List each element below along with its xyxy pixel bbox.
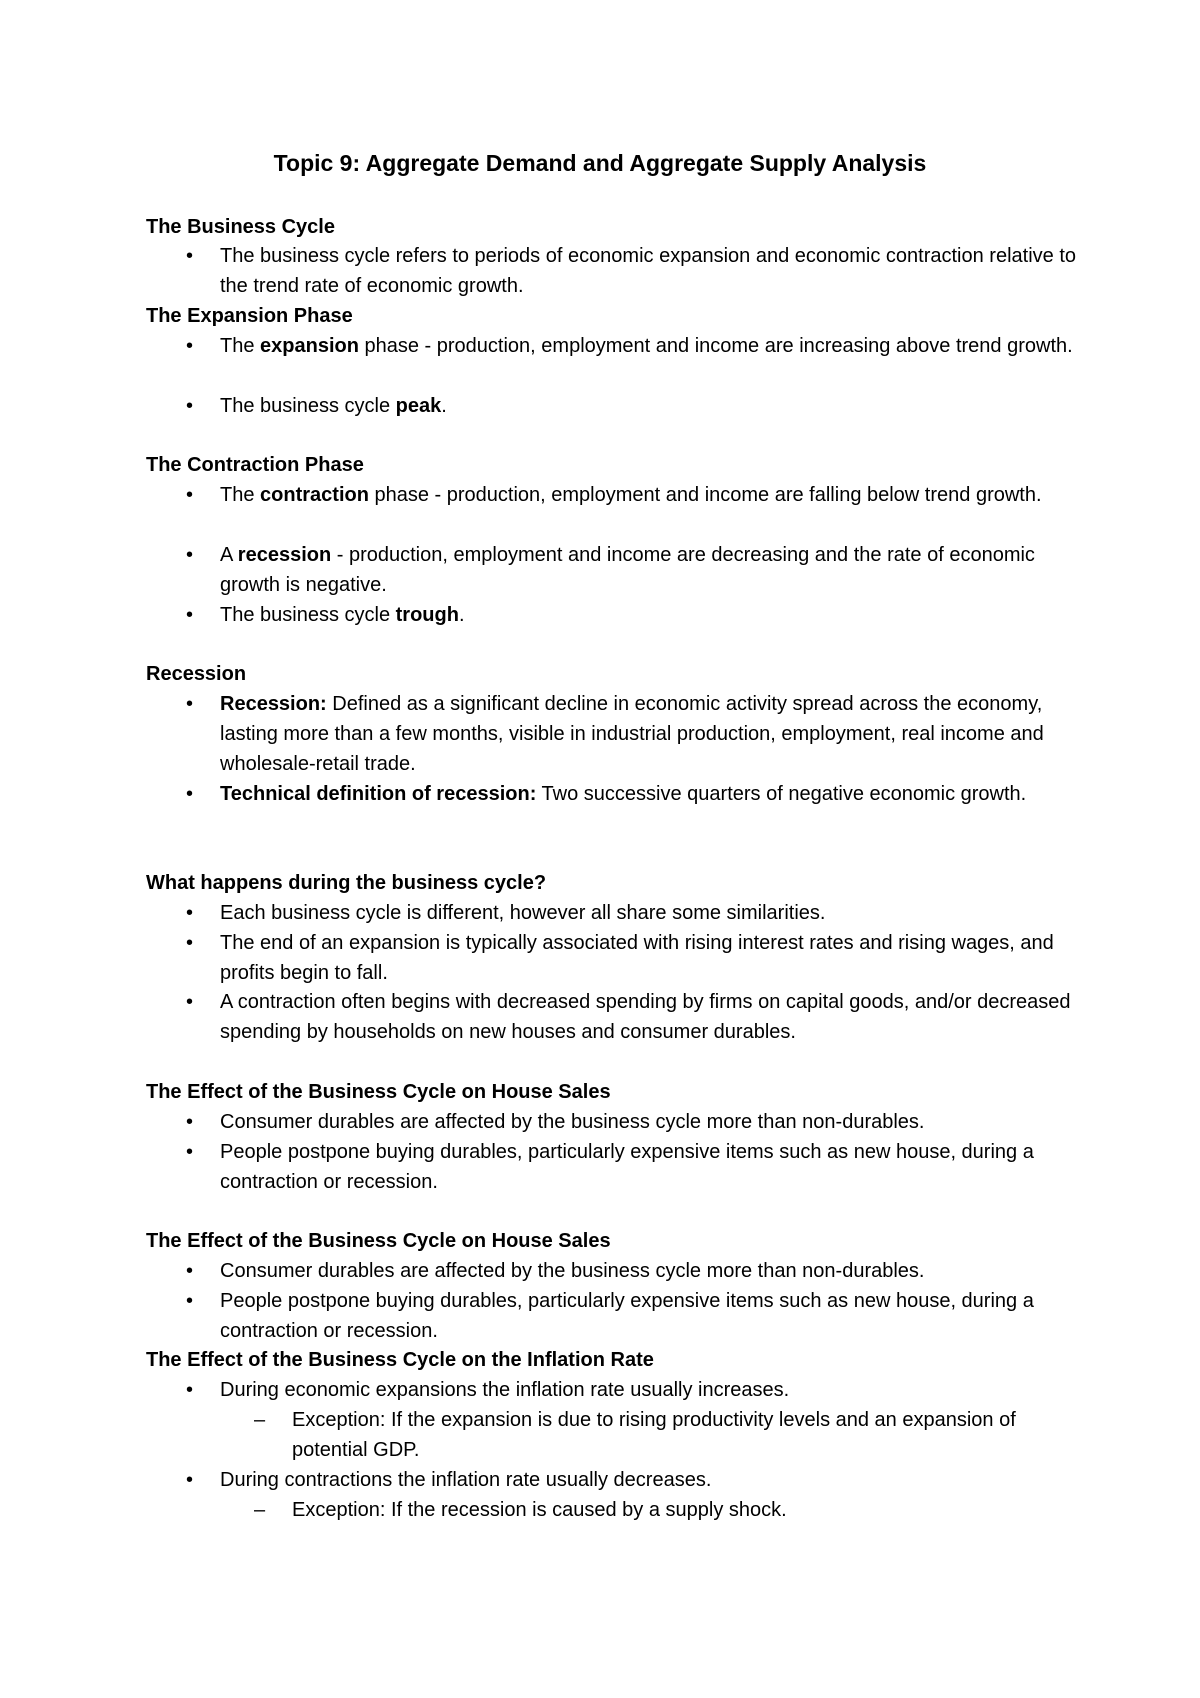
page-title: Topic 9: Aggregate Demand and Aggregate Supply Analysis [273, 150, 927, 176]
list-item [186, 1286, 1080, 1346]
item-text: Exception: If the recession is caused by a supply shock. [292, 1499, 787, 1521]
item-text: The business cycle [220, 395, 396, 417]
item-text: - production, employment and income are decreasing and the rate of economic growth is negative. [220, 544, 1035, 596]
bullet-icon: • [186, 783, 194, 805]
sub-list-item [254, 1495, 1092, 1525]
item-text: The business cycle [220, 604, 396, 626]
bullet-icon: • [186, 484, 194, 506]
list-item [186, 1137, 1080, 1197]
item-text: phase - production, employment and income are falling below trend growth. [368, 484, 1042, 506]
heading-business-cycle: The Business Cycle [146, 216, 335, 238]
bullet-icon: • [186, 932, 194, 954]
item-text: A [220, 544, 238, 566]
item-text: The [220, 484, 261, 506]
bullet-icon: • [186, 991, 194, 1013]
heading-contraction-phase: The Contraction Phase [146, 454, 364, 476]
heading-recession: Recession [146, 663, 247, 685]
bullet-icon: • [186, 1260, 194, 1282]
item-text: Defined as a significant decline in economic activity spread across the economy, lasting more than a few months, visible in industrial production, employment, real income and wholesale-retail trade. [220, 693, 1044, 775]
dash-icon: – [254, 1499, 266, 1521]
item-bold-text: contraction [260, 484, 369, 506]
item-text: The [220, 335, 261, 357]
item-text: Exception: If the expansion is due to rising productivity levels and an expansion of potential GDP. [292, 1409, 1016, 1461]
sub-list-item [254, 1405, 1092, 1465]
item-text: Each business cycle is different, however all share some similarities. [220, 902, 826, 924]
list-item [186, 480, 1080, 510]
bullet-icon: • [186, 604, 194, 626]
list-item [186, 928, 1080, 988]
list-item [186, 987, 1080, 1047]
item-bold-text: Recession: [220, 693, 327, 715]
item-text: Consumer durables are affected by the business cycle more than non-durables. [220, 1111, 925, 1133]
list-item [186, 689, 1080, 779]
bullet-icon: • [186, 902, 194, 924]
item-text: The business cycle refers to periods of economic expansion and economic contraction relative to the trend rate of economic growth. [220, 245, 1077, 297]
item-text: Consumer durables are affected by the business cycle more than non-durables. [220, 1260, 925, 1282]
bullet-icon: • [186, 245, 194, 267]
item-text: The end of an expansion is typically associated with rising interest rates and rising wages, and profits begin to fall. [220, 932, 1054, 984]
item-text: Two successive quarters of negative economic growth. [536, 783, 1027, 805]
list-item [186, 779, 1080, 809]
bullet-icon: • [186, 335, 194, 357]
bullet-icon: • [186, 1379, 194, 1401]
list-item [186, 540, 1080, 600]
item-text: . [441, 395, 447, 417]
bullet-icon: • [186, 693, 194, 715]
bullet-icon: • [186, 1290, 194, 1312]
list-item [186, 1375, 1080, 1405]
item-text: A contraction often begins with decreased spending by firms on capital goods, and/or decreased spending by households on new houses and consumer durables. [220, 991, 1071, 1043]
item-text: People postpone buying durables, particularly expensive items such as new house, during a contraction or recession. [220, 1141, 1034, 1193]
item-text: During contractions the inflation rate usually decreases. [220, 1469, 712, 1491]
list-item [186, 600, 1080, 630]
list-item [186, 1256, 1080, 1286]
bullet-icon: • [186, 1469, 194, 1491]
heading-what-happens: What happens during the business cycle? [146, 872, 547, 894]
item-text: phase - production, employment and income are increasing above trend growth. [358, 335, 1073, 357]
bullet-icon: • [186, 1141, 194, 1163]
list-item [186, 898, 1080, 928]
item-bold-text: peak [395, 395, 442, 417]
item-bold-text: Technical definition of recession: [220, 783, 537, 805]
item-bold-text: recession [237, 544, 332, 566]
list-item [186, 1107, 1080, 1137]
item-text: . [458, 604, 465, 626]
heading-inflation-rate: The Effect of the Business Cycle on the Inflation Rate [146, 1349, 654, 1371]
bullet-icon: • [186, 395, 194, 417]
bullet-icon: • [186, 544, 194, 566]
bullet-icon: • [186, 1111, 194, 1133]
list-item [186, 391, 1080, 421]
heading-house-sales: The Effect of the Business Cycle on House Sales [146, 1230, 611, 1252]
dash-icon: – [254, 1409, 266, 1431]
item-bold-text: trough [395, 604, 459, 626]
item-text: People postpone buying durables, particularly expensive items such as new house, during a contraction or recession. [220, 1290, 1034, 1342]
list-item [186, 1465, 1080, 1495]
list-item [186, 331, 1080, 361]
heading-house-sales: The Effect of the Business Cycle on House Sales [146, 1081, 611, 1103]
item-text: During economic expansions the inflation rate usually increases. [220, 1379, 790, 1401]
item-bold-text: expansion [260, 335, 359, 357]
list-item [186, 241, 1080, 301]
heading-expansion-phase: The Expansion Phase [146, 305, 353, 327]
